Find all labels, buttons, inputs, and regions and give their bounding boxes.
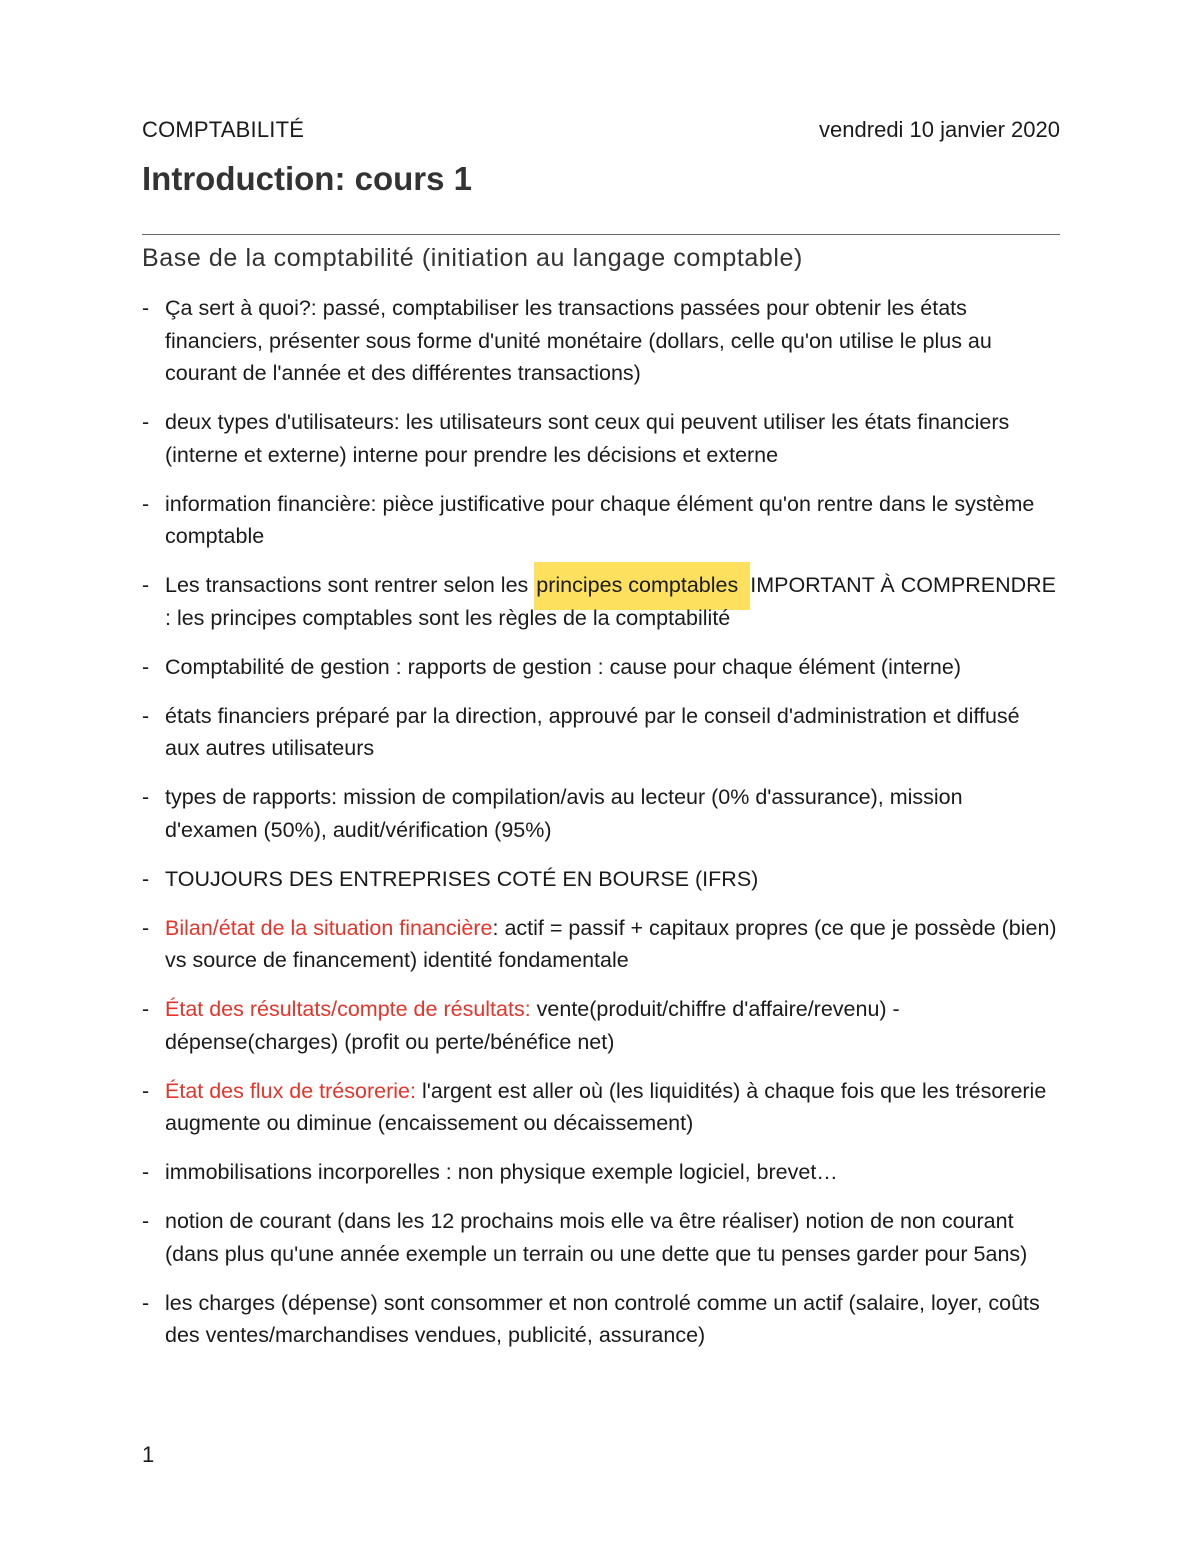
section-heading: Base de la comptabilité (initiation au langage comptable) xyxy=(142,244,803,272)
list-item xyxy=(142,863,1060,896)
dash-bullet-icon: - xyxy=(142,915,150,940)
list-item-text: Ça sert à quoi?: passé, comptabiliser les transactions passées pour obtenir les états financiers, présenter sous forme d'unité monétaire (dollars, celle qu'on utilise le plus au courant de l'année et des différentes transactions) xyxy=(165,296,992,385)
list-item-text: l'argent est aller où (les liquidités) à chaque fois que les trésorerie augmente ou diminue (encaissement ou décaissement) xyxy=(165,1078,1047,1135)
red-term: Bilan/état de la situation financière xyxy=(165,915,493,940)
dash-bullet-icon: - xyxy=(142,785,150,809)
list-item-text: Comptabilité de gestion : rapports de gestion : cause pour chaque élément (interne) xyxy=(165,654,961,679)
notes-list xyxy=(142,292,1060,1368)
list-item xyxy=(142,569,1060,634)
list-item xyxy=(142,292,1060,390)
list-item xyxy=(142,1156,1060,1189)
dash-bullet-icon: - xyxy=(142,1078,150,1103)
title-divider xyxy=(142,234,1060,235)
page-title: Introduction: cours 1 xyxy=(142,160,472,197)
list-item xyxy=(142,1287,1060,1352)
red-term: État des résultats/compte de résultats: xyxy=(165,997,531,1021)
list-item xyxy=(142,912,1060,977)
list-item-text: états financiers préparé par la direction, approuvé par le conseil d'administration et diffusé aux autres utilisateurs xyxy=(165,703,1020,760)
list-item xyxy=(142,993,1060,1058)
list-item xyxy=(142,488,1060,553)
dash-bullet-icon: - xyxy=(142,491,150,516)
list-item-text-after: IMPORTANT À COMPRENDRE : les principes comptables sont les règles de la comptabilité xyxy=(165,573,1057,630)
highlighted-term: principes comptables xyxy=(534,562,750,610)
dash-bullet-icon: - xyxy=(142,1209,150,1233)
list-item-text: immobilisations incorporelles : non physique exemple logiciel, brevet… xyxy=(165,1160,838,1184)
list-item xyxy=(142,406,1060,471)
list-item xyxy=(142,1205,1060,1270)
list-item-text: TOUJOURS DES ENTREPRISES COTÉ EN BOURSE (IFRS) xyxy=(165,866,759,891)
dash-bullet-icon: - xyxy=(142,573,150,597)
red-term: État des flux de trésorerie: xyxy=(165,1078,416,1103)
list-item-text-before: Les transactions sont rentrer selon les xyxy=(165,573,535,597)
list-item-text: deux types d'utilisateurs: les utilisateurs sont ceux qui peuvent utiliser les états financiers (interne et externe) interne pour prendre les décisions et externe xyxy=(165,410,1010,467)
list-item-text: information financière: pièce justificative pour chaque élément qu'on rentre dans le système comptable xyxy=(165,491,1035,548)
dash-bullet-icon: - xyxy=(142,1290,150,1315)
list-item xyxy=(142,1075,1060,1140)
list-item xyxy=(142,781,1060,846)
list-item-text: types de rapports: mission de compilation/avis au lecteur (0% d'assurance), mission d'examen (50%), audit/vérification (95%) xyxy=(165,785,963,842)
dash-bullet-icon: - xyxy=(142,703,150,728)
dash-bullet-icon: - xyxy=(142,296,150,320)
course-date: vendredi 10 janvier 2020 xyxy=(819,117,1060,142)
dash-bullet-icon: - xyxy=(142,410,150,434)
list-item-text: notion de courant (dans les 12 prochains mois elle va être réaliser) notion de non courant (dans plus qu'une année exemple un terrain ou une dette que tu penses garder pour 5ans) xyxy=(165,1209,1028,1266)
list-item-text: vente(produit/chiffre d'affaire/revenu) - dépense(charges) (profit ou perte/bénéfice net) xyxy=(165,997,900,1054)
page-header xyxy=(142,117,1060,149)
list-item-text: les charges (dépense) sont consommer et non controlé comme un actif (salaire, loyer, coûts des ventes/marchandises vendues, publicité, assurance) xyxy=(165,1290,1040,1347)
course-subject: COMPTABILITÉ xyxy=(142,117,305,142)
list-item-text: : actif = passif + capitaux propres (ce que je possède (bien) vs source de financement) identité fondamentale xyxy=(165,915,1057,972)
page-number: 1 xyxy=(142,1442,155,1467)
dash-bullet-icon: - xyxy=(142,866,150,891)
dash-bullet-icon: - xyxy=(142,1160,150,1184)
list-item xyxy=(142,700,1060,765)
dash-bullet-icon: - xyxy=(142,654,150,679)
list-item xyxy=(142,651,1060,684)
dash-bullet-icon: - xyxy=(142,997,150,1021)
